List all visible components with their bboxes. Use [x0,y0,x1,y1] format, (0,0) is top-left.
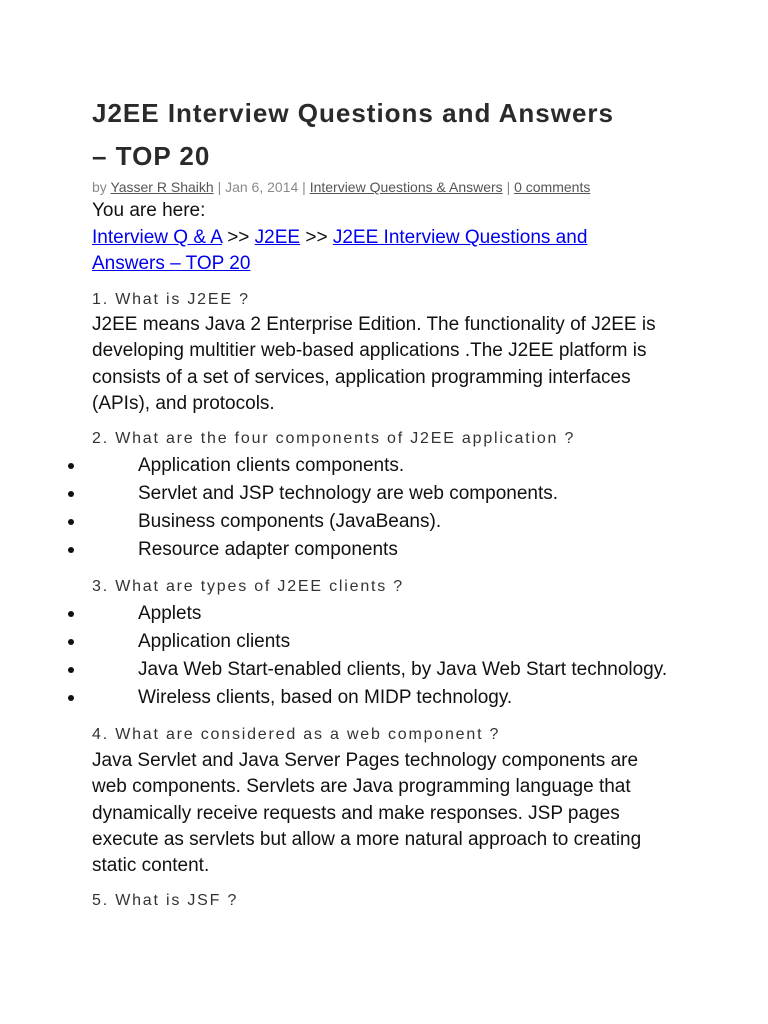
you-are-here-label: You are here: [92,200,206,221]
answer-line: developing multitier web-based applications .The J2EE platform is [92,340,647,362]
answer-line: static content. [92,855,210,877]
bullet-icon [68,667,74,673]
meta-by: by [92,179,107,195]
answer-line: J2EE means Java 2 Enterprise Edition. The functionality of J2EE is [92,314,656,335]
breadcrumb-home-link[interactable]: Interview Q & A [92,227,222,248]
bullet-icon [68,519,74,525]
list-item-text: Java Web Start-enabled clients, by Java Web Start technology. [138,659,668,680]
answer-line: (APIs), and protocols. [92,392,275,414]
answer-line: web components. Servlets are Java programming language that [92,776,631,798]
list-item-text: Resource adapter components [138,539,398,560]
meta-separator: | [217,179,222,195]
list-item [68,508,708,536]
title-line-1: J2EE Interview Questions and Answers [92,98,614,128]
answer-line: Java Servlet and Java Server Pages technology components are [92,750,639,771]
list-item-text: Business components (JavaBeans). [138,511,442,532]
bullet-list [68,452,708,564]
question-heading: 1. What is J2EE ? [92,291,250,308]
breadcrumb-current-line-1: J2EE Interview Questions and [332,227,588,248]
title-line-2: – TOP 20 [92,141,211,171]
answer-paragraph [92,312,692,417]
question-heading: 2. What are the four components of J2EE application ? [92,430,576,447]
list-item [68,684,708,712]
bullet-icon [68,547,74,553]
list-item [68,480,708,508]
list-item-text: Application clients components. [138,455,405,476]
bullet-icon [68,491,74,497]
bullet-list [68,600,708,712]
breadcrumb [92,225,692,277]
breadcrumb-separator: >> [227,227,250,248]
answer-line: consists of a set of services, application programming interfaces [92,366,631,388]
page-title [92,92,692,178]
meta-separator: | [302,179,306,195]
list-item-text: Wireless clients, based on MIDP technology. [138,687,513,708]
breadcrumb-current-line-2: Answers – TOP 20 [92,253,251,274]
bullet-icon [68,463,74,469]
breadcrumb-separator: >> [305,227,328,248]
list-item [68,600,708,628]
breadcrumb-section-link[interactable]: J2EE [254,227,301,248]
list-item [68,452,708,480]
question-heading: 3. What are types of J2EE clients ? [92,578,405,595]
meta-separator: | [506,179,511,195]
list-item-text: Servlet and JSP technology are web components. [138,483,559,504]
answer-line: execute as servlets but allow a more natural approach to creating [92,828,642,850]
bullet-icon [68,639,74,645]
question-heading: 5. What is JSF ? [92,892,239,909]
post-meta [92,178,692,196]
list-item [68,656,708,684]
list-item [68,628,708,656]
list-item-text: Applets [138,603,202,624]
category-link[interactable]: Interview Questions & Answers [309,179,503,195]
bullet-icon [68,695,74,701]
comments-link[interactable]: 0 comments [514,179,591,195]
list-item-text: Application clients [138,631,291,652]
question-heading: 4. What are considered as a web component ? [92,726,501,743]
author-link[interactable]: Yasser R Shaikh [110,179,214,195]
post-date: Jan 6, 2014 [225,179,299,195]
list-item [68,536,708,564]
answer-paragraph [92,748,692,879]
bullet-icon [68,611,74,617]
answer-line: dynamically receive requests and make responses. JSP pages [92,802,620,824]
